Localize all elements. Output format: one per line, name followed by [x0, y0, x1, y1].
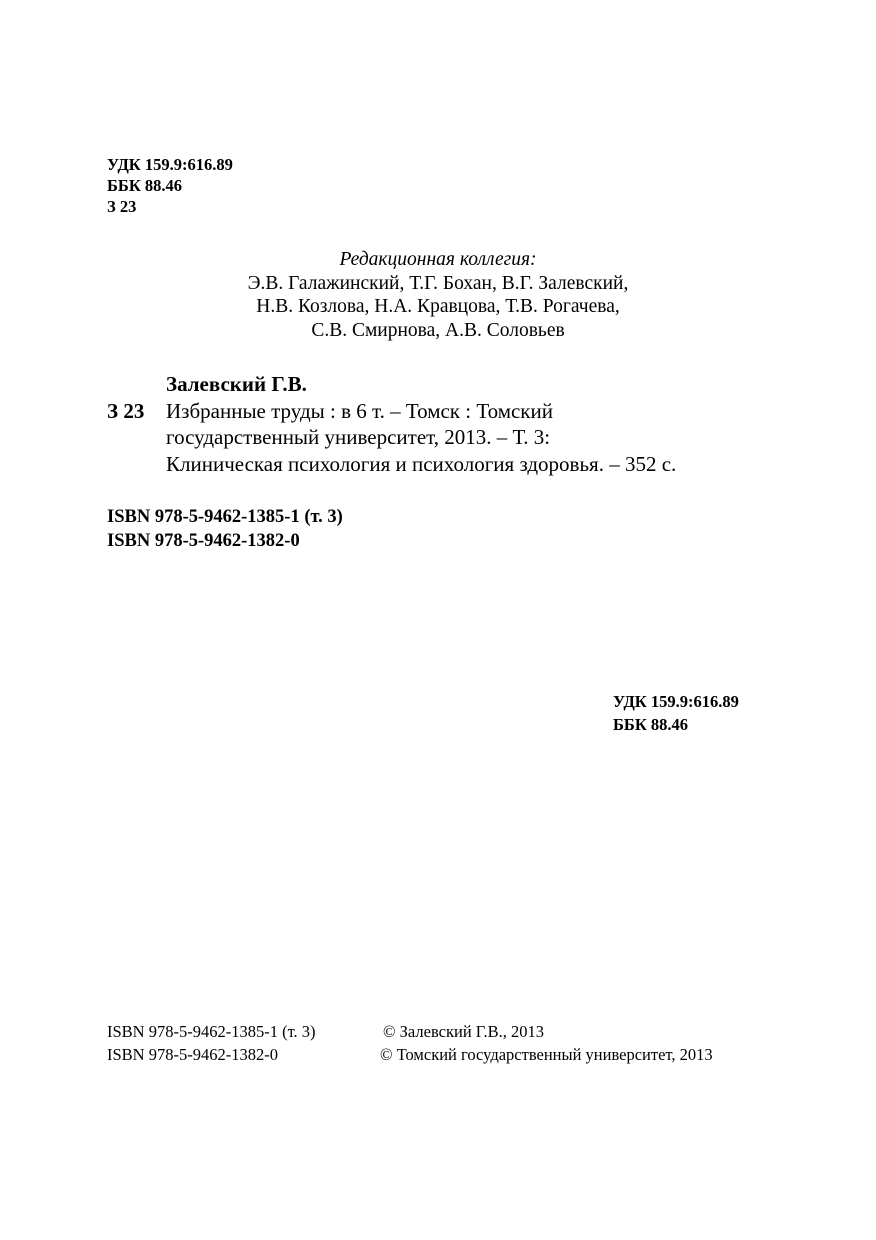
- bbk-code-right: ББК 88.46: [613, 715, 689, 734]
- footer-isbn-set: ISBN 978-5-9462-1382-0: [107, 1045, 278, 1064]
- editorial-board: [0, 248, 876, 342]
- editorial-board-line: Н.В. Козлова, Н.А. Кравцова, Т.В. Рогачева,: [256, 296, 620, 317]
- footer-isbn: [107, 1020, 316, 1066]
- isbn-set: ISBN 978-5-9462-1382-0: [107, 531, 300, 551]
- biblio-description: [166, 398, 676, 478]
- isbn-block: [107, 505, 343, 553]
- biblio-body: [107, 398, 807, 478]
- footer-copyrights: [380, 1020, 713, 1066]
- author-heading: Залевский Г.В.: [166, 372, 307, 396]
- biblio-description-line: Избранные труды : в 6 т. – Томск : Томский: [166, 398, 553, 423]
- bibliographic-record: [107, 371, 807, 477]
- cutter-code: З 23: [107, 197, 137, 216]
- biblio-description-line: государственный университет, 2013. – Т. 3:: [166, 425, 551, 449]
- isbn-volume: ISBN 978-5-9462-1385-1 (т. 3): [107, 507, 343, 527]
- bbk-code: ББК 88.46: [107, 176, 183, 195]
- biblio-cutter: З 23: [107, 398, 145, 423]
- editorial-board-line: С.В. Смирнова, А.В. Соловьев: [311, 319, 565, 341]
- classification-right: [613, 690, 739, 736]
- udk-code-right: УДК 159.9:616.89: [613, 692, 739, 711]
- copyright-author: © Залевский Г.В., 2013: [383, 1022, 544, 1041]
- biblio-description-line: Клиническая психология и психология здоровья. – 352 с.: [166, 451, 677, 476]
- udk-code: УДК 159.9:616.89: [107, 155, 233, 174]
- copyright-university: © Томский государственный университет, 2013: [380, 1045, 713, 1064]
- classification-top: [107, 154, 233, 217]
- editorial-board-line: Э.В. Галажинский, Т.Г. Бохан, В.Г. Залевский,: [247, 272, 629, 294]
- editorial-board-heading: Редакционная коллегия:: [339, 249, 537, 270]
- footer-isbn-volume: ISBN 978-5-9462-1385-1 (т. 3): [107, 1022, 316, 1041]
